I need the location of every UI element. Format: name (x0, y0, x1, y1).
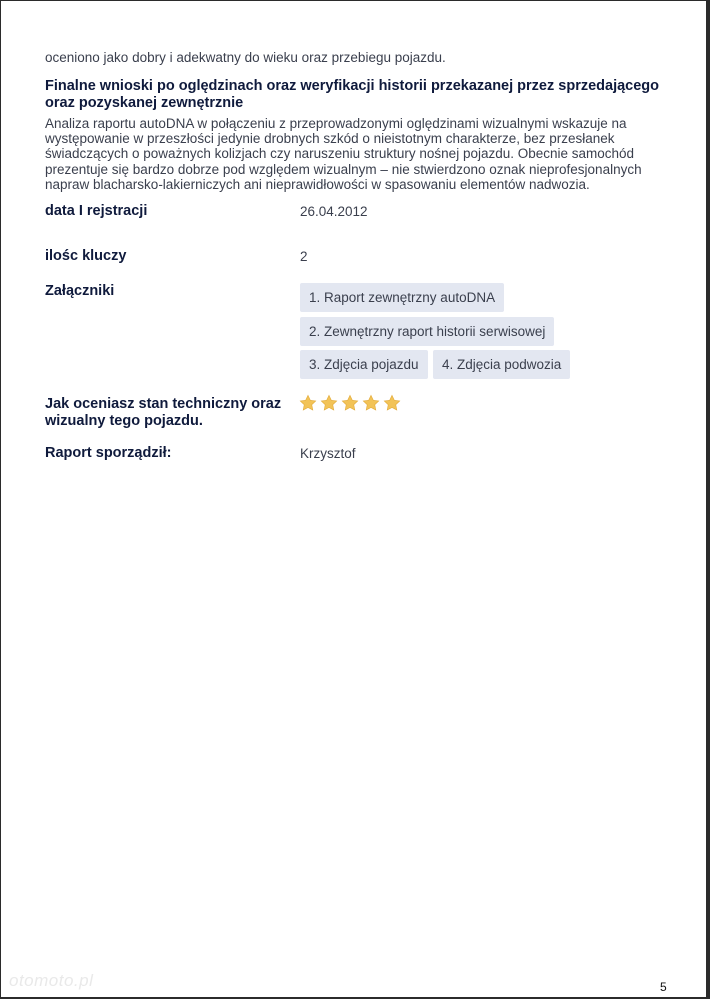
star-icon (320, 394, 338, 412)
author-label: Raport sporządził: (45, 445, 172, 461)
registration-date-value: 26.04.2012 (300, 204, 368, 219)
star-icon (299, 394, 317, 412)
attachment-autodna-report[interactable]: 1. Raport zewnętrzny autoDNA (300, 283, 504, 312)
author-value: Krzysztof (300, 446, 356, 461)
rating-label: Jak oceniasz stan techniczny oraz wizualny tego pojazdu. (45, 396, 282, 429)
intro-text: oceniono jako dobry i adekwatny do wieku oraz przebiegu pojazdu. (45, 50, 446, 65)
final-conclusions-body: Analiza raportu autoDNA w połączeniu z przeprowadzonymi oględzinami wizualnymi wskazuje na występowanie w przeszłości jedynie drobnych szkód o nieistotnym charakterze, bez przesłanek świadczących o poważnych kolizjach czy naruszeniu struktury nośnej pojazdu. Obecnie samochód prezentuje się bardzo dobrze pod względem wizualnym – nie stwierdzono oznak nieprofesjonalnych napraw blacharsko-lakierniczych ani nieprawidłowości w spasowaniu elementów nadwozia. (45, 116, 642, 192)
watermark-logo: otomoto.pl (9, 971, 94, 990)
attachment-service-history-report[interactable]: 2. Zewnętrzny raport historii serwisowej (300, 317, 554, 346)
final-conclusions-heading: Finalne wnioski po oględzinach oraz weryfikacji historii przekazanej przez sprzedającego oraz pozyskanej zewnętrznie (45, 78, 660, 111)
keys-count-label: ilośc kluczy (45, 248, 127, 264)
registration-date-label: data I rejstracji (45, 203, 148, 219)
keys-count-value: 2 (300, 249, 308, 264)
attachment-vehicle-photos[interactable]: 3. Zdjęcia pojazdu (300, 350, 428, 379)
rating-stars (299, 394, 401, 412)
star-icon (341, 394, 359, 412)
page-number: 5 (660, 980, 667, 994)
attachment-underbody-photos[interactable]: 4. Zdjęcia podwozia (433, 350, 570, 379)
star-icon (362, 394, 380, 412)
star-icon (383, 394, 401, 412)
attachments-label: Załączniki (45, 283, 115, 299)
